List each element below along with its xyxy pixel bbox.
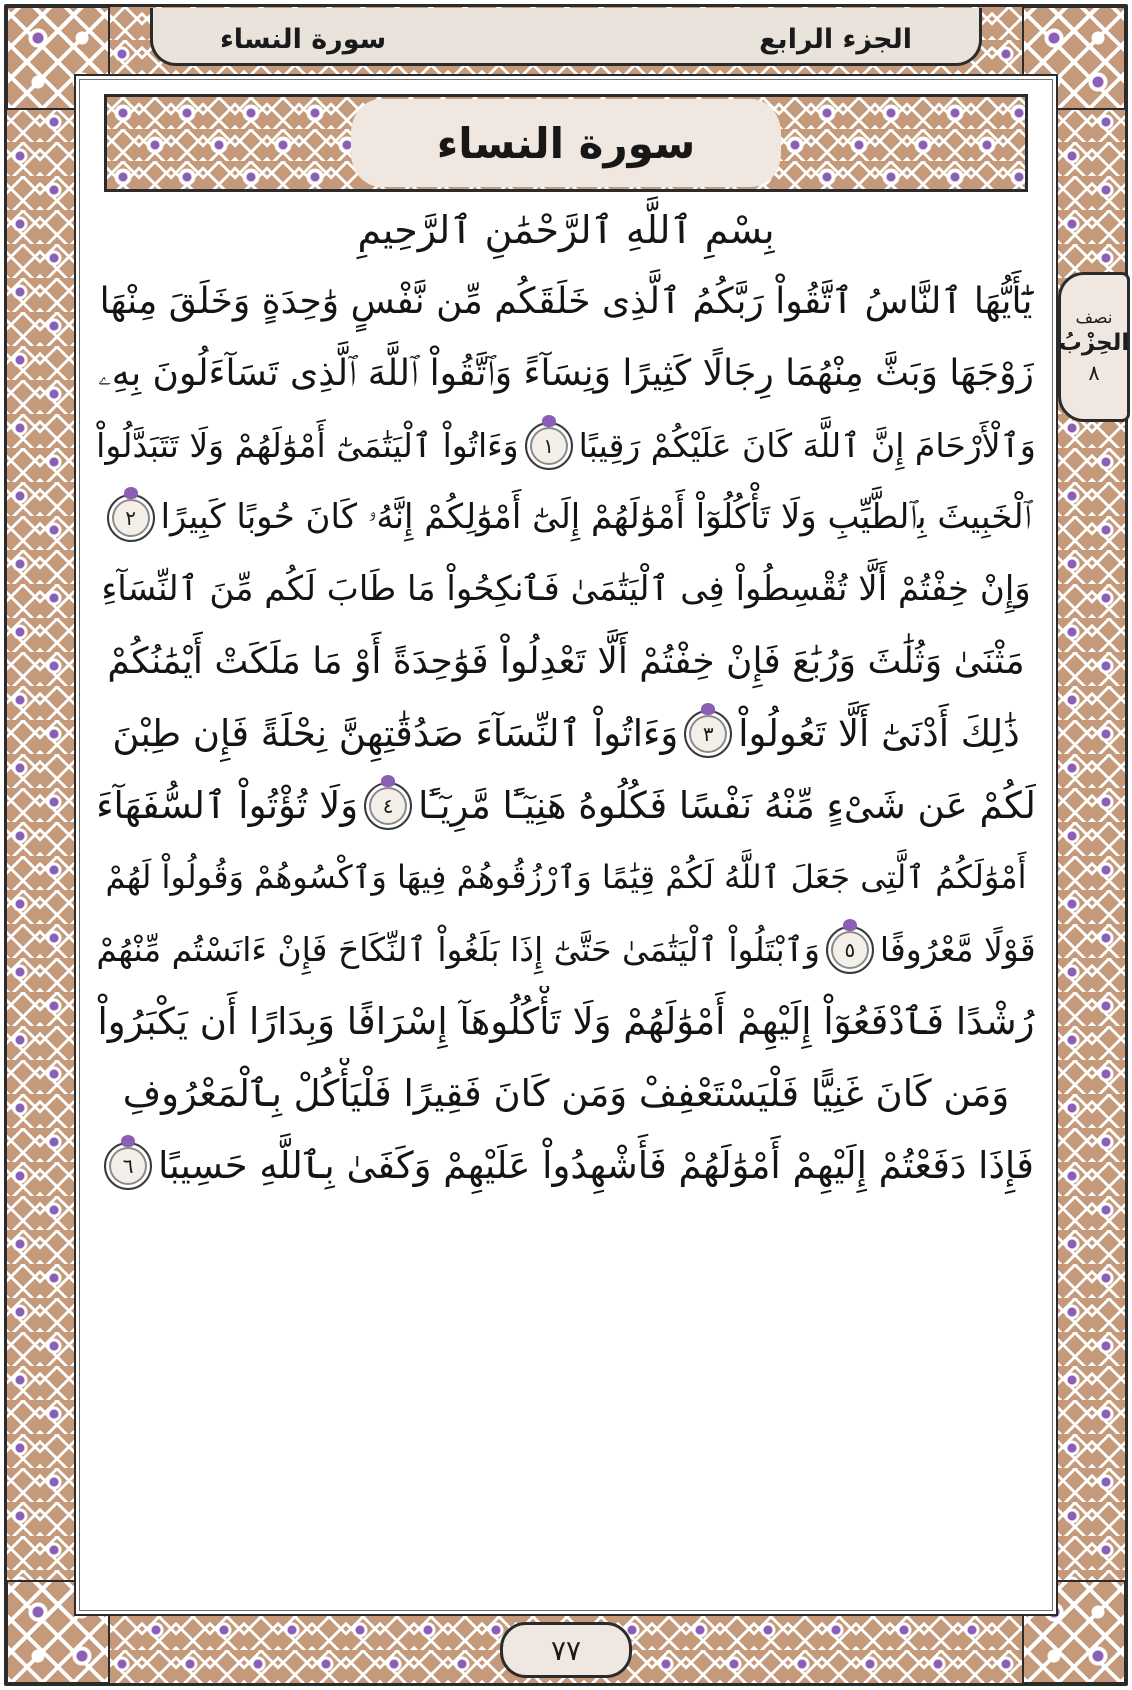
ayah-text: وَمَن كَانَ غَنِيًّا فَلْيَسْتَعْفِفْ وَمَن كَانَ فَقِيرًا فَلْيَأْكُلْ بِٱلْمَعْرُوفِ [122, 1071, 1010, 1115]
ayah-text: رُشْدًا فَٱدْفَعُوٓاْ إِلَيْهِمْ أَمْوَٰلَهُمْ وَلَا تَأْكُلُوهَآ إِسْرَافًا وَبِدَارًا أَن يَكْبَرُواْ [97, 999, 1035, 1043]
ayah-line [96, 338, 1036, 410]
ayah-line [96, 482, 1036, 554]
ayah-lines [96, 266, 1036, 1202]
ayah-text: يَٰٓأَيُّهَا ٱلنَّاسُ ٱتَّقُواْ رَبَّكُمُ ٱلَّذِى خَلَقَكُم مِّن نَّفْسٍ وَٰحِدَةٍ وَخَلَقَ مِنْهَا [99, 281, 1033, 323]
surah-title-cartouche [351, 99, 781, 187]
ayah-number-marker: ٢ [107, 494, 155, 542]
ayah-line [96, 770, 1036, 842]
ayah-line [96, 410, 1036, 482]
ayah-text: زَوْجَهَا وَبَثَّ مِنْهُمَا رِجَالًا كَثِيرًا وَنِسَآءً وَٱتَّقُواْ ٱللَّهَ ٱلَّذِى تَسَآءَلُونَ بِهِۦ [98, 353, 1034, 395]
ayah-text: وَءَاتُواْ ٱلْيَتَٰمَىٰٓ أَمْوَٰلَهُمْ وَلَا تَتَبَدَّلُواْ [96, 425, 519, 465]
ayah-text: قَوْلًا مَّعْرُوفًا [879, 929, 1036, 969]
header-surah-label: سورة النساء [220, 23, 387, 55]
ayah-number-marker: ٤ [364, 782, 412, 830]
ayah-text: وَلَا تُؤْتُواْ ٱلسُّفَهَآءَ [96, 783, 359, 827]
ayah-text: وَءَاتُواْ ٱلنِّسَآءَ صَدُقَٰتِهِنَّ نِحْلَةً فَإِن طِبْنَ [112, 711, 679, 755]
ayah-line [96, 1058, 1036, 1130]
basmala-line: بِسْمِ ٱللَّهِ ٱلرَّحْمَٰنِ ٱلرَّحِيمِ [357, 208, 775, 252]
surah-title-banner [104, 94, 1028, 192]
hizb-marker-label: الحِزْبُ [1058, 330, 1130, 357]
ayah-number-marker: ٥ [826, 926, 874, 974]
ayah-text: فَإِذَا دَفَعْتُمْ إِلَيْهِمْ أَمْوَٰلَهُمْ فَأَشْهِدُواْ عَلَيْهِمْ وَكَفَىٰ بِٱللَّهِ حَسِيبًا [158, 1143, 1034, 1187]
ayah-line [96, 914, 1036, 986]
ayah-text: أَمْوَٰلَكُمُ ٱلَّتِى جَعَلَ ٱللَّهُ لَكُمْ قِيَٰمًا وَٱرْزُقُوهُمْ فِيهَا وَٱكْسُوهُمْ وَقُولُواْ لَهُمْ [105, 858, 1027, 897]
ayah-text: وَٱبْتَلُواْ ٱلْيَتَٰمَىٰ حَتَّىٰٓ إِذَا بَلَغُواْ ٱلنِّكَاحَ فَإِنْ ءَانَسْتُم مِّنْهُمْ [96, 929, 820, 969]
ayah-line [96, 266, 1036, 338]
quran-text-area [96, 200, 1036, 1582]
border-ornament-left [6, 6, 74, 1684]
ayah-number-marker: ٣ [684, 710, 732, 758]
ayah-line [96, 698, 1036, 770]
ayah-text: ٱلْخَبِيثَ بِٱلطَّيِّبِ وَلَا تَأْكُلُوٓاْ أَمْوَٰلَهُمْ إِلَىٰٓ أَمْوَٰلِكُمْ إِنَّهُۥ كَانَ حُوبًا كَبِيرًا [160, 497, 1032, 538]
ayah-text: لَكُمْ عَن شَىْءٍ مِّنْهُ نَفْسًا فَكُلُوهُ هَنِيٓـًٔا مَّرِيٓـًٔا [418, 783, 1036, 827]
ayah-line [96, 1130, 1036, 1202]
border-ornament-right [1058, 6, 1126, 1684]
ayah-text: وَإِنْ خِفْتُمْ أَلَّا تُقْسِطُواْ فِى ٱلْيَتَٰمَىٰ فَٱنكِحُواْ مَا طَابَ لَكُم مِّنَ ٱلنِّسَآءِ [101, 569, 1031, 610]
header-juz-label: الجزء الرابع [759, 23, 912, 55]
hizb-marker [1058, 272, 1130, 422]
ayah-text: وَٱلْأَرْحَامَ إِنَّ ٱللَّهَ كَانَ عَلَيْكُمْ رَقِيبًا [578, 425, 1036, 465]
ayah-line [96, 554, 1036, 626]
hizb-marker-prefix: نصف [1075, 307, 1113, 328]
ayah-line [96, 626, 1036, 698]
ayah-number-marker: ١ [525, 422, 573, 470]
ayah-line [96, 986, 1036, 1058]
page-number-cartouche [500, 1622, 632, 1678]
ayah-text: مَثْنَىٰ وَثُلَٰثَ وَرُبَٰعَ فَإِنْ خِفْتُمْ أَلَّا تَعْدِلُواْ فَوَٰحِدَةً أَوْ مَا مَلَكَتْ أَيْمَٰنُكُمْ [107, 641, 1025, 683]
page-number-text: ٧٧ [550, 1633, 582, 1667]
ayah-line [96, 842, 1036, 914]
ayah-number-marker: ٦ [104, 1142, 152, 1190]
hizb-marker-number: ٨ [1088, 360, 1100, 385]
running-header-plate [150, 8, 982, 66]
ayah-text: ذَٰلِكَ أَدْنَىٰٓ أَلَّا تَعُولُواْ [738, 711, 1020, 755]
surah-title-text: سورة النساء [436, 118, 696, 168]
